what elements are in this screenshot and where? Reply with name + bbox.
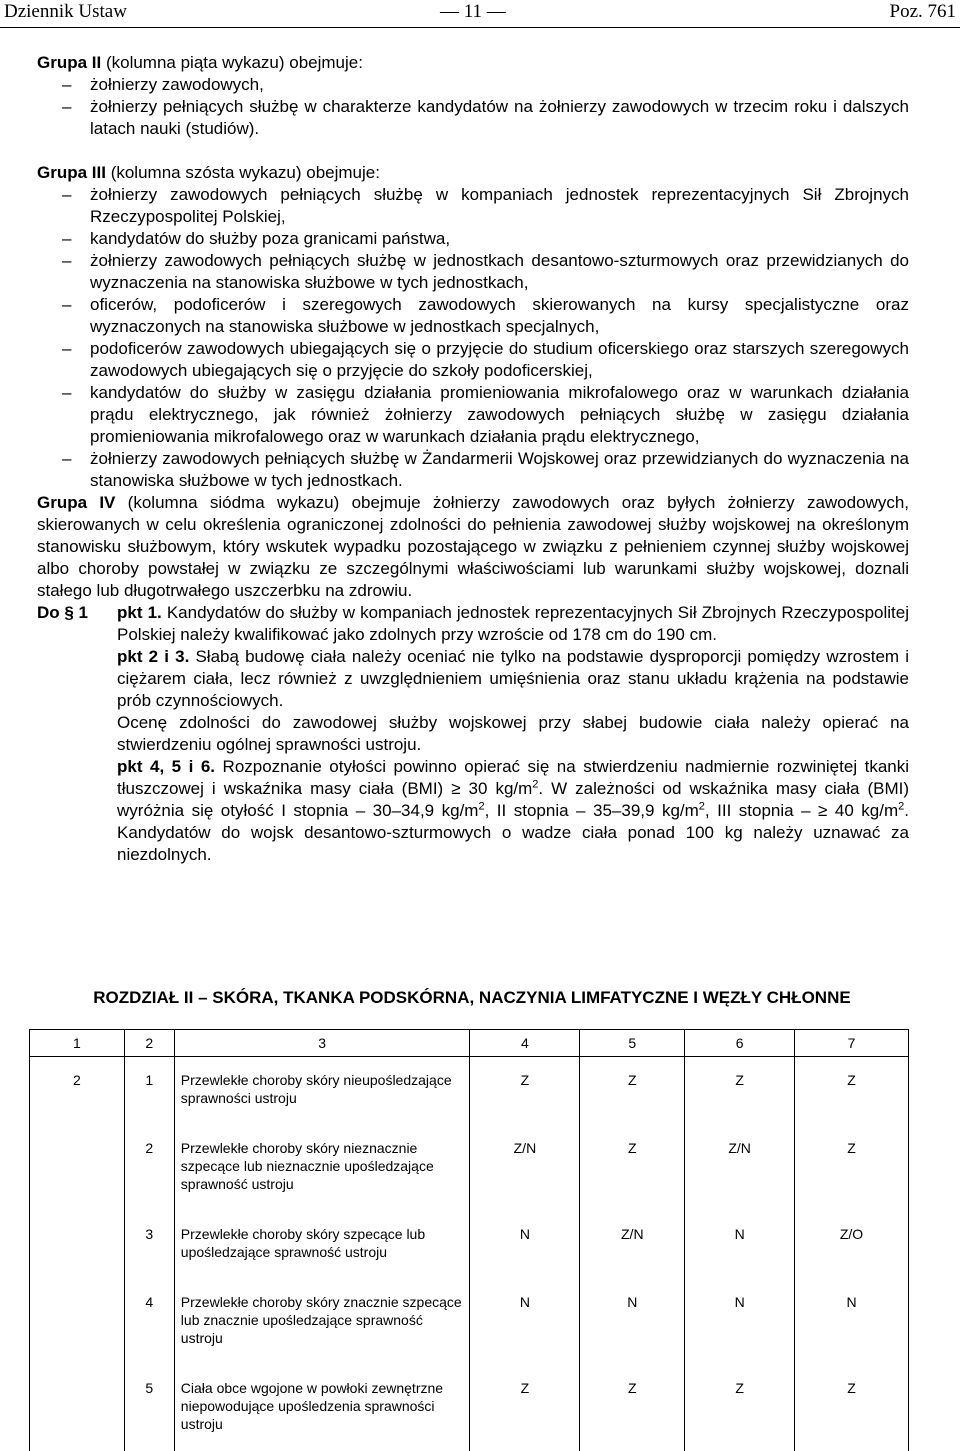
- column-header: 4: [470, 1030, 580, 1057]
- document-body: [37, 52, 909, 866]
- column-header: 6: [685, 1030, 795, 1057]
- list-item: – żołnierzy zawodowych pełniących służbę w Żandarmerii Wojskowej oraz przewidzianych do wyznaczenia na stanowiska służbowe w tych jednostkach.: [37, 448, 909, 492]
- table-row: 4 Przewlekłe choroby skóry znacznie szpecące lub znacznie upośledzające sprawność ustroju N N N N: [30, 1279, 909, 1365]
- header-rule: [0, 27, 960, 28]
- page-number: — 11 —: [440, 1, 506, 22]
- grupa3-list: [37, 184, 909, 492]
- pkt456-paragraph: pkt 4, 5 i 6. Rozpoznanie otyłości powinno opierać się na stwierdzeniu nadmiernie rozwiniętej tkanki tłuszczowej i wskaźnika masy ciała (BMI) ≥ 30 $kg/m^2$. W zależności od wskaźnika masy ciała (BMI) wyróżnia się otyłość I stopnia – 30–34,9 $kg/m^2$, II stopnia – 35–39,9 $kg/m^2$, III stopnia – ≥ 40 $kg/m^2$. Kandydatów do wojsk desantowo-szturmowych o wadze ciała ponad 100 kg należy uznawać za niezdolnych.: [117, 757, 910, 864]
- list-item: – żołnierzy zawodowych pełniących służbę w jednostkach desantowo-szturmowych oraz przewidzianych do wyznaczenia na stanowiska służbowe w tych jednostkach,: [37, 250, 909, 294]
- table-row: 5 Ciała obce wgojone w powłoki zewnętrzne niepowodujące upośledzenia sprawności ustroju Z Z Z Z: [30, 1365, 909, 1451]
- page-header: [0, 0, 960, 28]
- table-row: 3 Przewlekłe choroby skóry szpecące lub upośledzające sprawność ustroju N Z/N N Z/O: [30, 1211, 909, 1279]
- column-header: 2: [124, 1030, 174, 1057]
- grupa2-intro: Grupa II (kolumna piąta wykazu) obejmuje:: [37, 53, 363, 72]
- grupa4-paragraph: Grupa IV (kolumna siódma wykazu) obejmuje żołnierzy zawodowych oraz byłych żołnierzy zawodowych, skierowanych w celu określenia ograniczonej zdolności do pełnienia zawodowej służby wojskowej na określonym stanowisku służbowym, który wskutek wypadku pozostającego w związku z pełnieniem czynnej służby wojskowej albo choroby powstałej w związku ze szczególnymi właściwościami lub warunkami służby wojskowej, doznali stałego lub długotrwałego uszczerbku na zdrowiu.: [37, 493, 909, 600]
- pkt1-paragraph: pkt 1. Kandydatów do służby w kompaniach jednostek reprezentacyjnych Sił Zbrojnych Rzeczypospolitej Polskiej należy kwalifikować jako zdolnych przy wzroście od 178 cm do 190 cm.: [117, 603, 909, 644]
- table-header-row: [30, 1030, 909, 1057]
- do-par1-label: Do § 1: [37, 603, 89, 622]
- do-par1-section: [37, 602, 909, 866]
- table-row: 2 Przewlekłe choroby skóry nieznacznie szpecące lub nieznacznie upośledzające sprawność ustroju Z/N Z Z/N Z: [30, 1125, 909, 1211]
- column-header: 5: [580, 1030, 685, 1057]
- list-item: – podoficerów zawodowych ubiegających się o przyjęcie do studium oficerskiego oraz starszych szeregowych zawodowych ubiegających się o przyjęcie do szkoły podoficerskiej,: [37, 338, 909, 382]
- list-item: – żołnierzy zawodowych,: [37, 74, 909, 96]
- chapter-title: ROZDZIAŁ II – SKÓRA, TKANKA PODSKÓRNA, NACZYNIA LIMFATYCZNE I WĘZŁY CHŁONNE: [93, 988, 851, 1007]
- position-number: Poz. 761: [889, 1, 956, 22]
- list-item: – żołnierzy pełniących służbę w charakterze kandydatów na żołnierzy zawodowych w trzecim roku i dalszych latach nauki (studiów).: [37, 96, 909, 140]
- grupa2-list: [37, 74, 909, 140]
- table-row: 2 1 Przewlekłe choroby skóry nieupośledzające sprawności ustroju Z Z Z Z: [30, 1057, 909, 1126]
- list-item: – kandydatów do służby w zasięgu działania promieniowania mikrofalowego oraz w warunkach działania prądu elektrycznego, jak również żołnierzy zawodowych pełniących służbę w zasięgu działania promieniowania mikrofalowego oraz w warunkach działania prądu elektrycznego,: [37, 382, 909, 448]
- column-header: 7: [795, 1030, 909, 1057]
- list-item: – żołnierzy zawodowych pełniących służbę w kompaniach jednostek reprezentacyjnych Sił Zbrojnych Rzeczypospolitej Polskiej,: [37, 184, 909, 228]
- list-item: – oficerów, podoficerów i szeregowych zawodowych skierowanych na kursy specjalistyczne oraz wyznaczonych na stanowiska służbowe w jednostkach specjalnych,: [37, 294, 909, 338]
- grupa3-intro: Grupa III (kolumna szósta wykazu) obejmuje:: [37, 163, 380, 182]
- pkt23-paragraph: pkt 2 i 3. Słabą budowę ciała należy oceniać nie tylko na podstawie dysproporcji pomiędzy wzrostem i ciężarem ciała, lecz również z uwzględnieniem umięśnienia oraz stanu układu krążenia na podstawie prób czynnościowych.: [117, 647, 909, 710]
- column-header: 1: [30, 1030, 125, 1057]
- column-header: 3: [174, 1030, 470, 1057]
- ocene-paragraph: Ocenę zdolności do zawodowej służby wojskowej przy słabej budowie ciała należy opierać na stwierdzeniu ogólnej sprawności ustroju.: [117, 713, 909, 754]
- qualification-table: [29, 1029, 909, 1451]
- journal-name: Dziennik Ustaw: [4, 1, 127, 22]
- list-item: – kandydatów do służby poza granicami państwa,: [37, 228, 909, 250]
